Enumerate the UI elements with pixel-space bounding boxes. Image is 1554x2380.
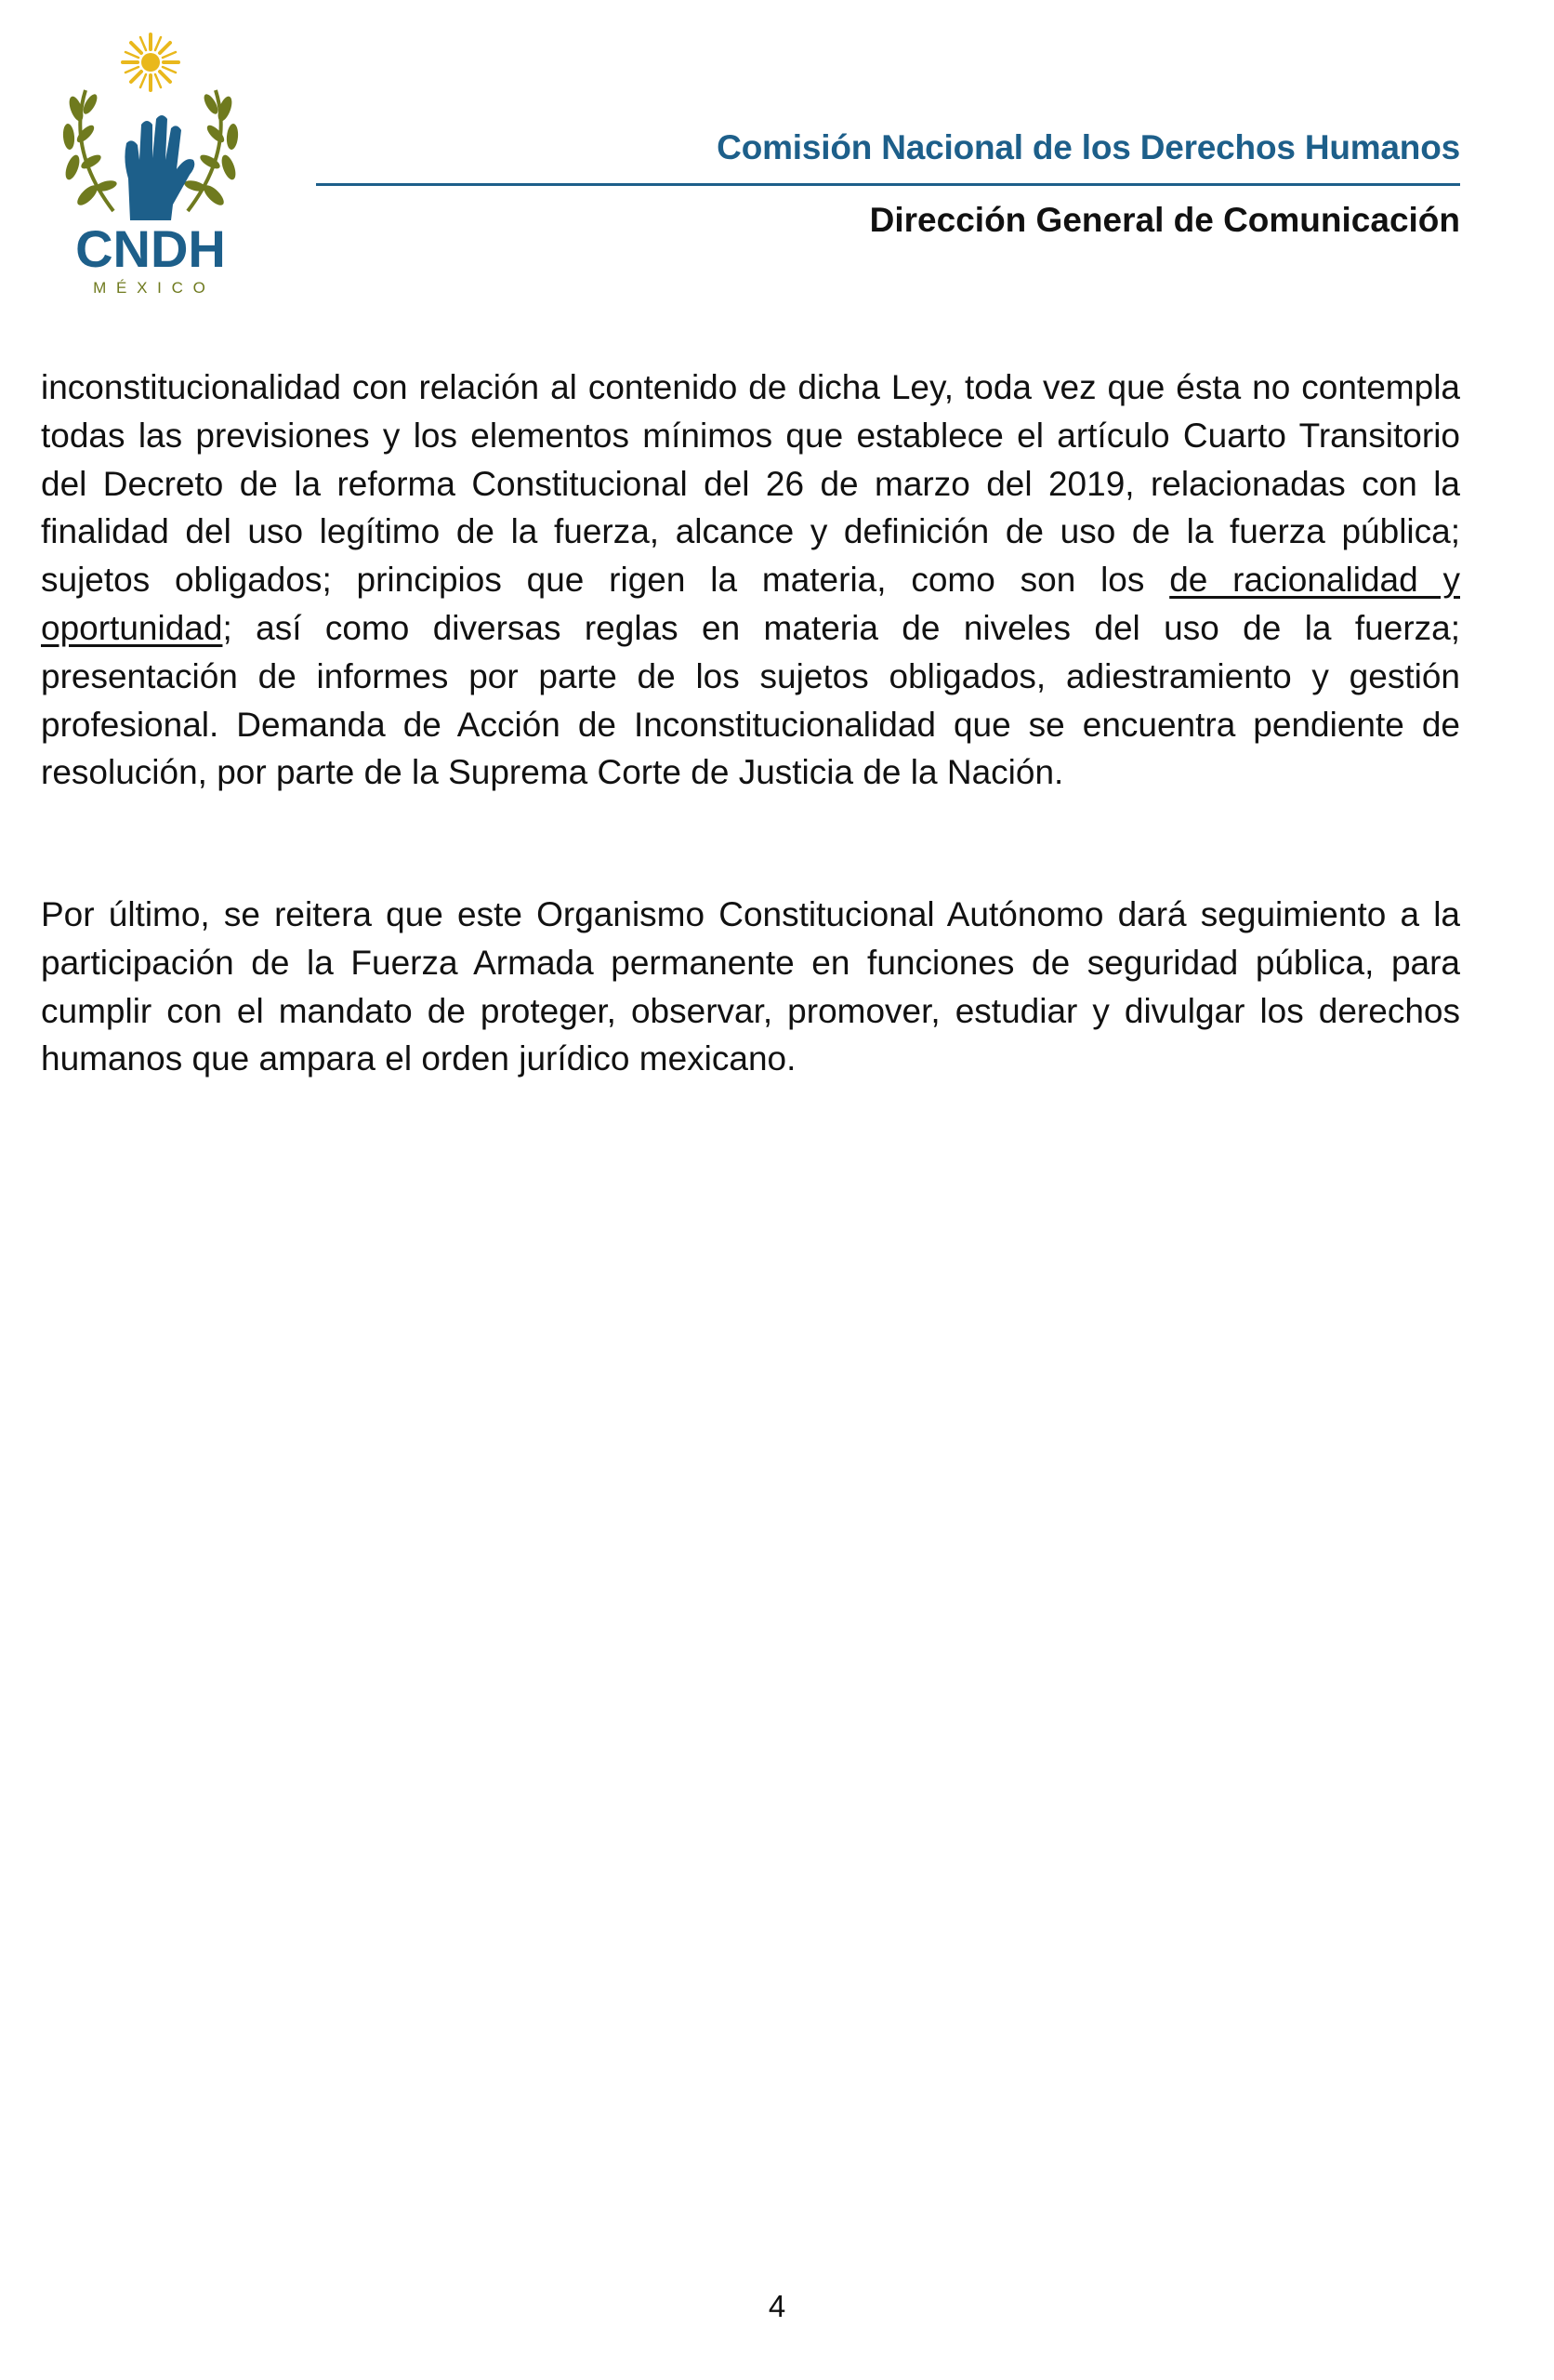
paragraph-1-text-end: ; así como diversas reglas en materia de niveles del uso de la fuerza; presentación de informes por parte de los sujetos obligados, adiestramiento y gestión profesional. Demanda de Acción de Inconstitucionalidad que se encuentra pendiente de resolución, por parte de la Suprema Corte de Justicia de la Nación. — [41, 608, 1460, 792]
department-name: Dirección General de Comunicación — [869, 201, 1460, 239]
page-number: 4 — [768, 2289, 786, 2323]
paragraph-1-text-start: inconstitucionalidad con relación al contenido de dicha Ley, toda vez que ésta no contempla todas las previsiones y los elementos mínimos que establece el artículo Cuarto Transitorio del Decreto de la reforma Constitucional del 26 de marzo del 2019, relacionadas con la finalidad del uso legítimo de la fuerza, alcance y definición de uso de la fuerza pública; sujetos obligados; principios que rigen la materia, como son los — [41, 368, 1460, 600]
header-divider — [316, 183, 1460, 186]
body-paragraph-2: Por último, se reitera que este Organismo Constitucional Autónomo dará seguimiento a la participación de la Fuerza Armada permanente en funciones de seguridad pública, para cumplir con el mandato de proteger, observar, promover, estudiar y divulgar los derechos humanos que ampara el orden jurídico mexicano. — [41, 895, 1460, 1078]
logo-country: M É X I C O — [93, 279, 208, 297]
organization-name: Comisión Nacional de los Derechos Humanos — [717, 128, 1460, 166]
body-paragraph-1 — [41, 364, 1460, 797]
cndh-logo — [48, 20, 253, 299]
hand-with-sun-laurel-wreath-icon — [48, 20, 253, 299]
logo-acronym: CNDH — [75, 219, 226, 278]
paragraph-1-underlined-phrase: de racionalidad y oportunidad — [41, 561, 1460, 647]
